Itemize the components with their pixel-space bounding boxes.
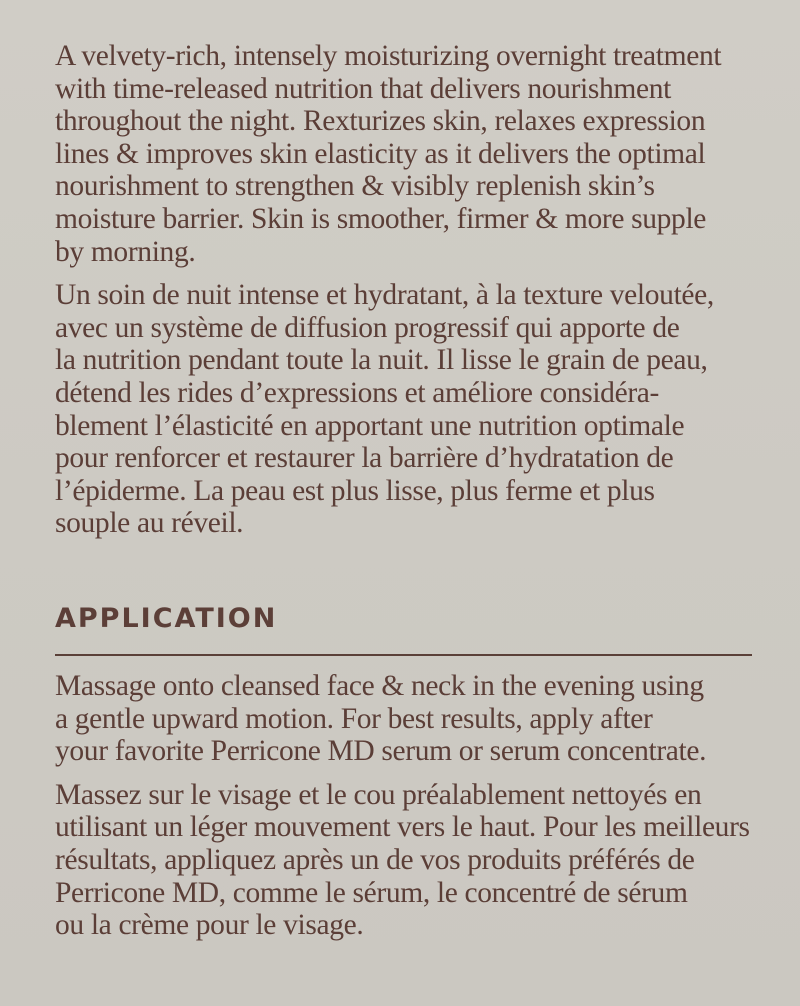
text-line: détend les rides d’expressions et améliore considéra- (55, 376, 660, 409)
text-line: utilisant un léger mouvement vers le haut. Pour les meilleurs (55, 811, 750, 844)
text-line: lines & improves skin elasticity as it delivers the optimal (55, 137, 706, 170)
product-packaging-text-panel (55, 40, 755, 942)
description-english (55, 40, 755, 268)
application-french (55, 779, 750, 942)
text-line: your favorite Perricone MD serum or serum concentrate. (55, 735, 707, 768)
text-line: ou la crème pour le visage. (55, 909, 364, 942)
text-line: blement l’élasticité en apportant une nutrition optimale (55, 409, 685, 442)
text-line: moisture barrier. Skin is smoother, firmer & more supple (55, 202, 707, 235)
application-english (55, 670, 750, 768)
text-line: l’épiderme. La peau est plus lisse, plus ferme et plus (55, 474, 655, 507)
description-french (55, 279, 755, 540)
text-line: avec un système de diffusion progressif qui apporte de (55, 311, 680, 344)
text-line: Un soin de nuit intense et hydratant, à la texture veloutée, (55, 279, 714, 312)
text-line: la nutrition pendant toute la nuit. Il lisse le grain de peau, (55, 344, 708, 377)
text-line: nourishment to strengthen & visibly replenish skin’s (55, 170, 655, 203)
section-divider (55, 654, 752, 656)
text-line: A velvety-rich, intensely moisturizing overnight treatment (55, 40, 722, 72)
application-section (55, 670, 750, 953)
text-line: a gentle upward motion. For best results, apply after (55, 702, 653, 735)
application-heading: APPLICATION (55, 603, 278, 634)
text-line: Perricone MD, comme le sérum, le concentré de sérum (55, 876, 688, 909)
text-line: résultats, appliquez après un de vos produits préférés de (55, 843, 695, 876)
text-line: throughout the night. Rexturizes skin, relaxes expression (55, 105, 706, 138)
text-line: by morning. (55, 235, 196, 268)
text-line: with time-released nutrition that delivers nourishment (55, 72, 672, 105)
text-line: pour renforcer et restaurer la barrière d’hydratation de (55, 442, 674, 475)
text-line: Massage onto cleansed face & neck in the evening using (55, 670, 704, 702)
text-line: Massez sur le visage et le cou préalablement nettoyés en (55, 778, 702, 811)
text-line: souple au réveil. (55, 507, 244, 540)
